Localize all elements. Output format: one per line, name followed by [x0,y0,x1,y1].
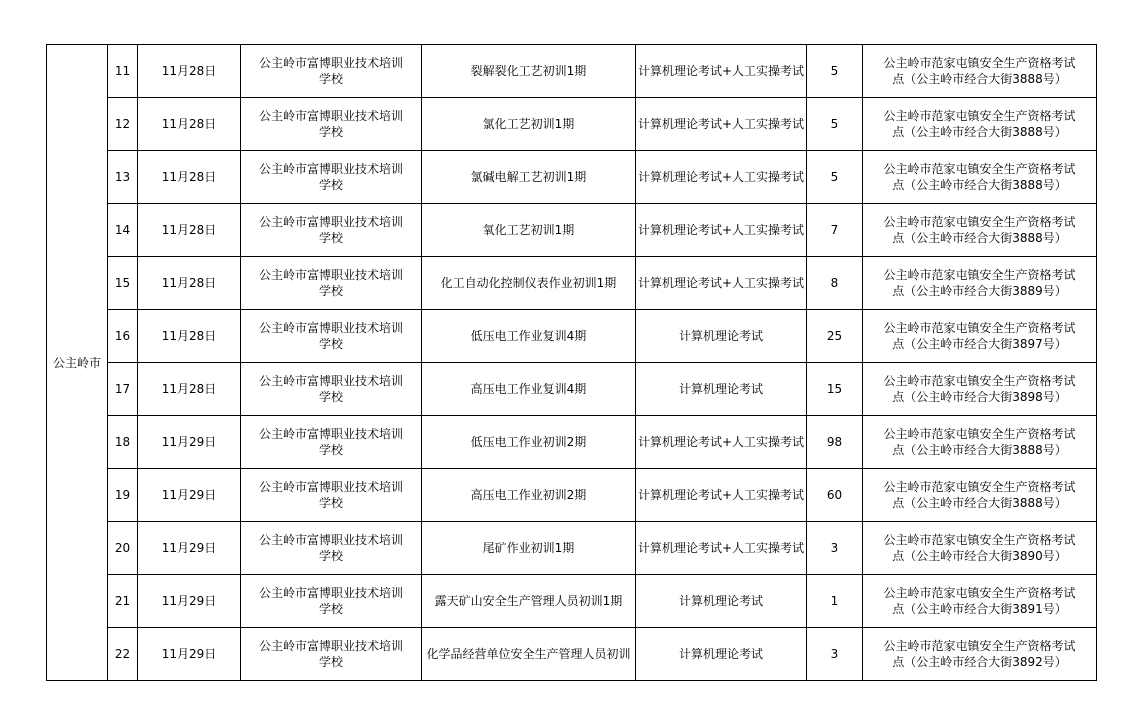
candidate-count-cell: 1 [807,575,863,628]
exam-location-line: 公主岭市范家屯镇安全生产资格考试 [883,215,1076,229]
exam-date-cell: 11月28日 [138,310,241,363]
exam-location-line: 点（公主岭市经合大街3892号） [892,655,1067,669]
training-org-line: 学校 [318,178,343,192]
exam-location-line: 点（公主岭市经合大街3898号） [892,390,1067,404]
training-org-line: 公主岭市富博职业技术培训 [258,56,403,70]
training-org-line: 公主岭市富博职业技术培训 [258,427,403,441]
course-name-cell: 裂解裂化工艺初训1期 [422,45,636,98]
table-row [47,310,1097,363]
training-org-cell [241,416,422,469]
exam-date-cell: 11月29日 [138,575,241,628]
training-org-cell [241,575,422,628]
candidate-count-cell: 7 [807,204,863,257]
row-number-cell: 11 [108,45,138,98]
training-org-cell [241,257,422,310]
training-org-line: 公主岭市富博职业技术培训 [258,480,403,494]
row-number-cell: 18 [108,416,138,469]
training-org-line: 学校 [318,72,343,86]
exam-location-line: 公主岭市范家屯镇安全生产资格考试 [883,586,1076,600]
exam-location-line: 公主岭市范家屯镇安全生产资格考试 [883,533,1076,547]
row-number-cell: 15 [108,257,138,310]
exam-location-line: 公主岭市范家屯镇安全生产资格考试 [883,162,1076,176]
course-name-cell: 氧化工艺初训1期 [422,204,636,257]
table-row [47,257,1097,310]
exam-date-cell: 11月29日 [138,469,241,522]
exam-method-cell: 计算机理论考试+人工实操考试 [636,204,807,257]
exam-method-cell: 计算机理论考试+人工实操考试 [636,469,807,522]
exam-location-line: 点（公主岭市经合大街3888号） [892,178,1067,192]
training-org-cell [241,310,422,363]
course-name-cell: 露天矿山安全生产管理人员初训1期 [422,575,636,628]
exam-location-cell [863,469,1097,522]
exam-location-line: 点（公主岭市经合大街3889号） [892,284,1067,298]
exam-method-cell: 计算机理论考试 [636,628,807,681]
training-org-line: 公主岭市富博职业技术培训 [258,215,403,229]
table-row [47,204,1097,257]
table-row [47,575,1097,628]
course-name-cell: 氯碱电解工艺初训1期 [422,151,636,204]
row-number-cell: 17 [108,363,138,416]
exam-location-cell [863,522,1097,575]
training-org-line: 公主岭市富博职业技术培训 [258,268,403,282]
exam-location-line: 公主岭市范家屯镇安全生产资格考试 [883,56,1076,70]
exam-location-line: 公主岭市范家屯镇安全生产资格考试 [883,480,1076,494]
training-org-cell [241,151,422,204]
training-org-line: 学校 [318,496,343,510]
exam-location-cell [863,257,1097,310]
candidate-count-cell: 60 [807,469,863,522]
exam-location-line: 点（公主岭市经合大街3890号） [892,549,1067,563]
candidate-count-cell: 3 [807,522,863,575]
exam-method-cell: 计算机理论考试+人工实操考试 [636,98,807,151]
training-org-line: 公主岭市富博职业技术培训 [258,374,403,388]
candidate-count-cell: 5 [807,151,863,204]
exam-location-line: 点（公主岭市经合大街3891号） [892,602,1067,616]
training-org-cell [241,522,422,575]
candidate-count-cell: 3 [807,628,863,681]
course-name-cell: 高压电工作业初训2期 [422,469,636,522]
training-org-line: 学校 [318,231,343,245]
training-org-line: 公主岭市富博职业技术培训 [258,162,403,176]
exam-method-cell: 计算机理论考试+人工实操考试 [636,257,807,310]
exam-method-cell: 计算机理论考试 [636,575,807,628]
course-name-cell: 低压电工作业复训4期 [422,310,636,363]
table-row [47,522,1097,575]
candidate-count-cell: 8 [807,257,863,310]
exam-location-line: 点（公主岭市经合大街3897号） [892,337,1067,351]
table-row [47,416,1097,469]
exam-location-cell [863,575,1097,628]
training-org-cell [241,363,422,416]
exam-location-cell [863,363,1097,416]
row-number-cell: 13 [108,151,138,204]
exam-date-cell: 11月28日 [138,204,241,257]
table-row [47,45,1097,98]
exam-location-line: 公主岭市范家屯镇安全生产资格考试 [883,427,1076,441]
exam-date-cell: 11月28日 [138,257,241,310]
exam-location-cell [863,98,1097,151]
course-name-cell: 化工自动化控制仪表作业初训1期 [422,257,636,310]
row-number-cell: 16 [108,310,138,363]
table-row [47,469,1097,522]
exam-date-cell: 11月29日 [138,416,241,469]
exam-location-line: 公主岭市范家屯镇安全生产资格考试 [883,321,1076,335]
exam-location-cell [863,628,1097,681]
exam-location-cell [863,204,1097,257]
training-org-line: 学校 [318,602,343,616]
course-name-cell: 高压电工作业复训4期 [422,363,636,416]
row-number-cell: 21 [108,575,138,628]
exam-location-cell [863,151,1097,204]
row-number-cell: 12 [108,98,138,151]
exam-date-cell: 11月28日 [138,45,241,98]
exam-schedule-table [46,44,1097,681]
training-org-line: 学校 [318,655,343,669]
region-cell: 公主岭市 [47,45,108,681]
table-row [47,151,1097,204]
exam-method-cell: 计算机理论考试+人工实操考试 [636,45,807,98]
exam-date-cell: 11月28日 [138,98,241,151]
training-org-cell [241,628,422,681]
exam-date-cell: 11月29日 [138,628,241,681]
exam-location-line: 点（公主岭市经合大街3888号） [892,496,1067,510]
exam-location-line: 点（公主岭市经合大街3888号） [892,231,1067,245]
table-row [47,98,1097,151]
training-org-cell [241,98,422,151]
training-org-line: 公主岭市富博职业技术培训 [258,533,403,547]
exam-date-cell: 11月29日 [138,522,241,575]
exam-location-cell [863,310,1097,363]
training-org-line: 学校 [318,125,343,139]
training-org-line: 公主岭市富博职业技术培训 [258,639,403,653]
training-org-line: 学校 [318,443,343,457]
candidate-count-cell: 5 [807,45,863,98]
training-org-line: 公主岭市富博职业技术培训 [258,586,403,600]
exam-location-line: 点（公主岭市经合大街3888号） [892,125,1067,139]
exam-date-cell: 11月28日 [138,363,241,416]
training-org-line: 公主岭市富博职业技术培训 [258,321,403,335]
row-number-cell: 22 [108,628,138,681]
training-org-cell [241,469,422,522]
training-org-line: 学校 [318,390,343,404]
exam-location-line: 公主岭市范家屯镇安全生产资格考试 [883,639,1076,653]
course-name-cell: 化学品经营单位安全生产管理人员初训 [422,628,636,681]
training-org-line: 学校 [318,337,343,351]
exam-location-line: 点（公主岭市经合大街3888号） [892,72,1067,86]
exam-method-cell: 计算机理论考试 [636,310,807,363]
schedule-rows [47,45,1097,681]
exam-method-cell: 计算机理论考试+人工实操考试 [636,416,807,469]
exam-location-line: 公主岭市范家屯镇安全生产资格考试 [883,268,1076,282]
training-org-line: 学校 [318,284,343,298]
candidate-count-cell: 5 [807,98,863,151]
exam-location-cell [863,416,1097,469]
row-number-cell: 14 [108,204,138,257]
candidate-count-cell: 15 [807,363,863,416]
exam-location-line: 公主岭市范家屯镇安全生产资格考试 [883,109,1076,123]
exam-location-line: 公主岭市范家屯镇安全生产资格考试 [883,374,1076,388]
row-number-cell: 20 [108,522,138,575]
exam-method-cell: 计算机理论考试+人工实操考试 [636,151,807,204]
exam-method-cell: 计算机理论考试+人工实操考试 [636,522,807,575]
training-org-line: 公主岭市富博职业技术培训 [258,109,403,123]
candidate-count-cell: 25 [807,310,863,363]
exam-location-cell [863,45,1097,98]
exam-method-cell: 计算机理论考试 [636,363,807,416]
table-row [47,363,1097,416]
row-number-cell: 19 [108,469,138,522]
course-name-cell: 尾矿作业初训1期 [422,522,636,575]
table-row [47,628,1097,681]
course-name-cell: 低压电工作业初训2期 [422,416,636,469]
training-org-cell [241,45,422,98]
training-org-cell [241,204,422,257]
exam-date-cell: 11月28日 [138,151,241,204]
training-org-line: 学校 [318,549,343,563]
exam-location-line: 点（公主岭市经合大街3888号） [892,443,1067,457]
course-name-cell: 氯化工艺初训1期 [422,98,636,151]
candidate-count-cell: 98 [807,416,863,469]
